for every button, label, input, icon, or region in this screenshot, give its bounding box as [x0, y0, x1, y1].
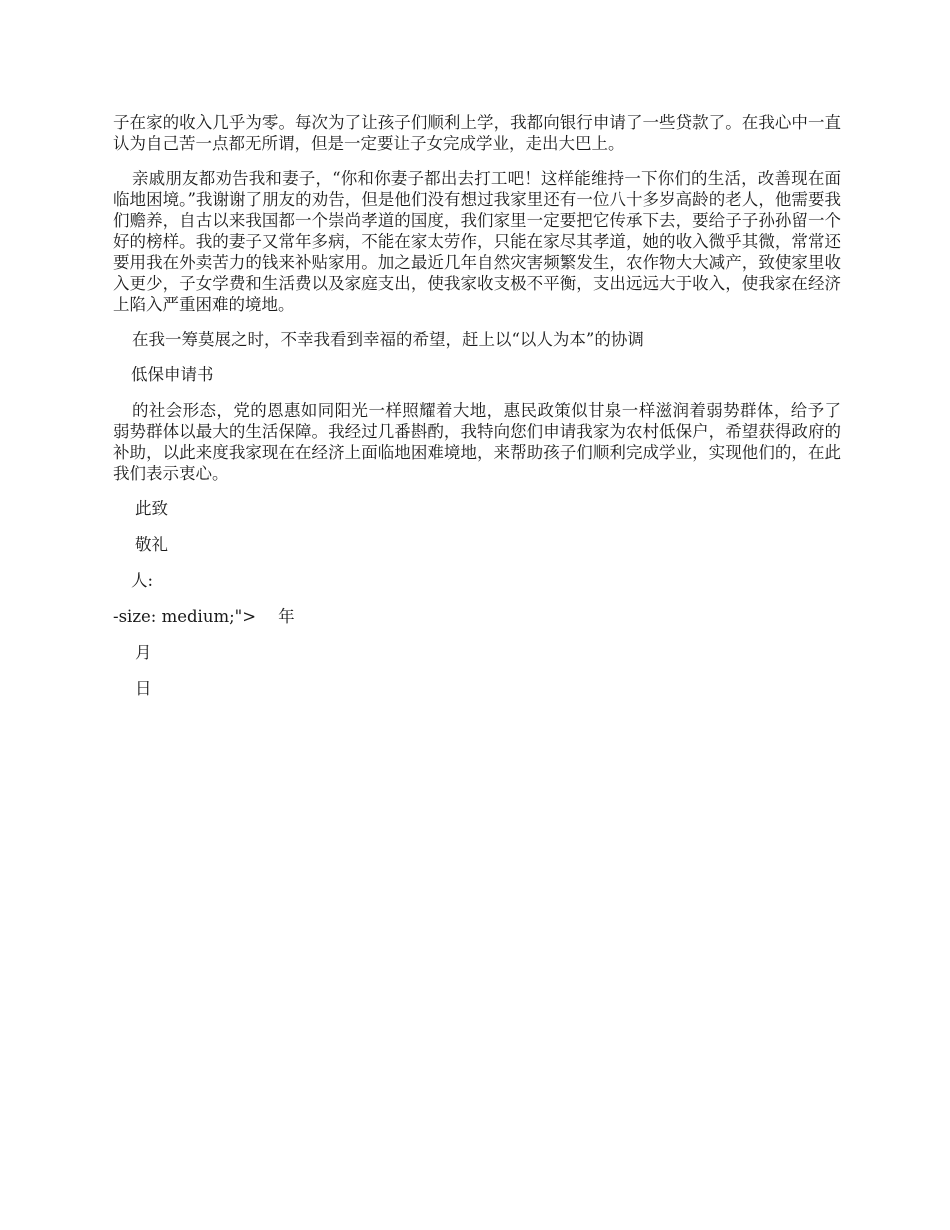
date-year-line — [113, 606, 841, 627]
letter-document — [113, 112, 841, 714]
body-paragraph-1: 子在家的收入几乎为零。每次为了让孩子们顺利上学，我都向银行申请了一些贷款了。在我心中一直认为自己苦一点都无所谓，但是一定要让子女完成学业，走出大巴上。 — [113, 113, 841, 153]
body-paragraph-4: 的社会形态，党的恩惠如同阳光一样照耀着大地，惠民政策似甘泉一样滋润着弱势群体，给予了弱势群体以最大的生活保障。我经过几番斟酌，我特向您们申请我家为农村低保户，希望获得政府的补助，以此来度我家现在在经济上面临地困难境地，来帮助孩子们顺利完成学业，实现他们的，在此我们表示衷心。 — [113, 401, 841, 483]
html-artifact-text: -size: medium;"> — [113, 607, 257, 626]
day-label: 日 — [135, 679, 152, 698]
closing-salutation: 此致 — [135, 499, 168, 518]
document-heading: 低保申请书 — [131, 365, 214, 384]
body-paragraph-2: 亲戚朋友都劝告我和妻子，“你和你妻子都出去打工吧！这样能维持一下你们的生活，改善现在面临地困境。”我谢谢了朋友的劝告，但是他们没有想过我家里还有一位八十多岁高龄的老人，他需要我们赡养，自古以来我国都一个崇尚孝道的国度，我们家里一定要把它传承下去，要给子子孙孙留一个好的榜样。我的妻子又常年多病，不能在家太劳作，只能在家尽其孝道，她的收入微乎其微，常常还要用我在外卖苦力的钱来补贴家用。加之最近几年自然灾害频繁发生，农作物大大减产，致使家里收入更少，子女学费和生活费以及家庭支出，使我家收支极不平衡，支出远远大于收入，使我家在经济上陷入严重困难的境地。 — [113, 169, 841, 314]
month-label: 月 — [135, 643, 152, 662]
year-label: 年 — [278, 607, 295, 626]
body-paragraph-3: 在我一筹莫展之时，不幸我看到幸福的希望，赶上以“以人为本”的协调 — [131, 330, 644, 349]
applicant-label: 人: — [131, 571, 154, 590]
closing-regards: 敬礼 — [135, 535, 168, 554]
